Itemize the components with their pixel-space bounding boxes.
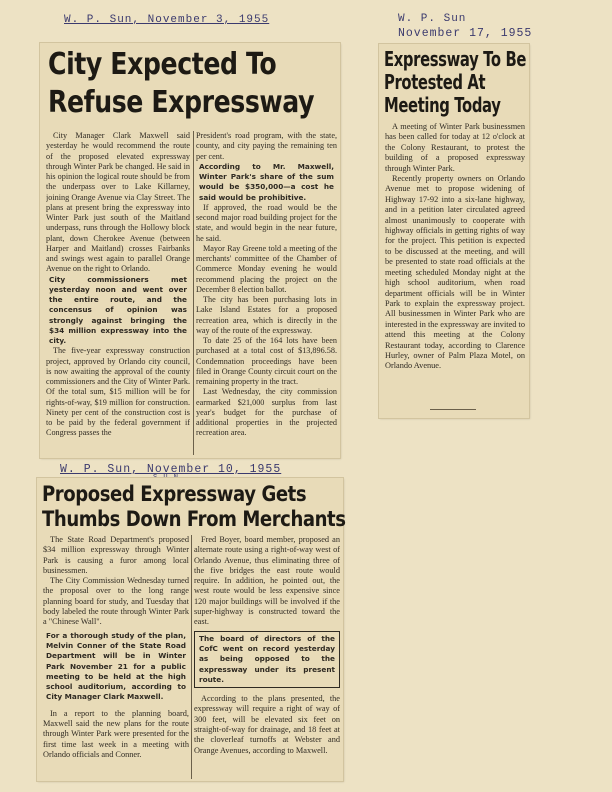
clip1-column-1 (46, 131, 190, 455)
clip3-col1-bold-paragraph: For a thorough study of the plan, Melvin Conner of the State Road Department will be in Winter Park November 21 for a public meeting to be held at the high school auditorium, according to City Manager Clark Maxwell. (46, 630, 186, 702)
clip3-date-annotation: W. P. Sun, November 10, 1955 (60, 463, 282, 476)
clip3-boxed-note (194, 631, 340, 688)
clip1-col1-bold-paragraph: City commissioners met yesterday noon and went over the entire route, and the concensus of opinion was strongly against bringing the $34 million expressway into the city. (49, 274, 187, 345)
clip1-column-rule (193, 131, 194, 455)
clip1-date-annotation: W. P. Sun, November 3, 1955 (64, 14, 270, 26)
clip1-col2-bold-paragraph: According to Mr. Maxwell, Winter Park's share of the sum would be $350,000—a cost he said would be prohibitive. (199, 161, 334, 202)
clip3-headline-line2: Thumbs Down From Merchants (42, 507, 346, 531)
clip2-paragraph: Recently property owners on Orlando Avenue met to propose widening of Highway 17-92 into a six-lane highway, and in a petition later circulated agreed almost unanimously to cooperate with highway officials in getting rights of way for the project. This petition is expected to be discussed at the meeting, and will be presented to state road officials at the meeting scheduled Monday night at the high school auditorium, when road department officials will be in Winter Park to explain the expressway project. All businessmen in Winter Park who are interested in the expressway are invited to attend this meeting at the Colony Restaurant today, according to Clarence Hurley, owner of Palm Plaza Motel, on Orlando Avenue. (385, 174, 525, 371)
clip3-column-rule (191, 535, 192, 779)
clip2-paper-annotation: W. P. Sun (398, 13, 467, 25)
clip1-col1-paragraph: City Manager Clark Maxwell said yesterday he would recommend the route of the proposed elevated expressway through Winter Park be changed. He said in his opinion the logical route should be from the underpass over to Lake Killarney, joining Orange Avenue via Clay Street. The plans at present bring the expressway into Winter Park just south of the Maitland underpass, runs through the Hollowy block plant, down Cherokee Avenue (between Harper and Maitland) crosses Fairbanks and swings west again to parallel Orange Avenue on the right to Orlando. (46, 131, 190, 274)
clip2-headline-line1: Expressway To Be (384, 47, 527, 71)
clip1-col2-paragraph: If approved, the road would be the second major road building project for the state, and would begin in the near future, he said. (196, 202, 337, 243)
clip3-headline-line1: Proposed Expressway Gets (42, 482, 307, 506)
clip2-end-rule (430, 409, 476, 410)
clip1-col2-paragraph: President's road program, with the state, county, and city paying the remaining ten per cent. (196, 131, 337, 161)
clip3-col2-bold-paragraph: The board of directors of the CofC went on record yesterday as being opposed to the expressway under its present route. (199, 633, 335, 684)
clip2-headline-line3: Meeting Today (384, 93, 501, 117)
clip1-col2-paragraph: Mayor Ray Greene told a meeting of the merchants' committee of the Chamber of Commerce Monday evening he would recommend placing the project on the December 8 election ballot. (196, 243, 337, 294)
clip2-column (385, 122, 525, 404)
clip1-col2-paragraph: Last Wednesday, the city commission earmarked $21,000 surplus from last year's budget for the purchase of additional properties in the projected recreation area. (196, 387, 337, 438)
clip1-col2-paragraph: To date 25 of the 164 lots have been purchased at a total cost of $13,896.58. Condemnation proceedings have been filed in Orange County circuit court on the remaining property in the tract. (196, 336, 337, 386)
clip1-col1-paragraph: The five-year expressway construction project, approved by Orlando city council, is now awaiting the approval of the county commissioners and the City of Winter Park. Of the total sum, $15 million will be for rights-of-way, $19 million for construction. Ninety per cent of the construction cost is to be paid by the federal government if Congress passes the (46, 346, 190, 438)
clip2-paragraph: A meeting of Winter Park businessmen has been called for today at 12 o'clock at the Colony Restaurant, to protest the building of a proposed expressway through Winter Park. (385, 122, 525, 173)
clip3-col2-paragraph: Fred Boyer, board member, proposed an alternate route using a right-of-way west of Orlando Avenue, thus eliminating three of the five bridges the east route would require. In addition, he pointed out, the west route would be less expensive since 120 major buildings will be involved if the super-highway is constructed toward the east. (194, 535, 340, 627)
clip1-column-2 (196, 131, 337, 455)
clip3-col1-paragraph: The City Commission Wednesday turned the proposal over to the long range planning board for study, and Tuesday that body labeled the route through Winter Park a "Chinese Wall". (43, 576, 189, 627)
clip1-headline-line1: City Expected To (48, 47, 277, 82)
clip3-column-2 (194, 535, 340, 779)
clip2-headline-line2: Protested At (384, 70, 486, 94)
clip1-col2-paragraph: The city has been purchasing lots in Lake Island Estates for a proposed recreation area, which is directly in the way of the route of the expressway. (196, 295, 337, 335)
clip3-col1-paragraph: The State Road Department's proposed $34 million expressway through Winter Park is causing a furor among local businessmen. (43, 535, 189, 575)
clip3-col1-paragraph: In a report to the planning board, Maxwell said the new plans for the route through Winter Park were presented for the first time last week in a meeting with Orlando officials and Conner. (43, 708, 189, 759)
clip2-date-annotation: November 17, 1955 (398, 27, 533, 40)
clip1-headline-line2: Refuse Expressway (48, 85, 315, 120)
clip3-column-1 (43, 535, 189, 779)
clip3-col2-paragraph: According to the plans presented, the expressway will require a right of way of 300 feet, will be elevated six feet on straight-of-way for drainage, and 18 feet at the cloverleaf turnoffs at Webster and Orange Avenues, according to Maxwell. (194, 694, 340, 755)
